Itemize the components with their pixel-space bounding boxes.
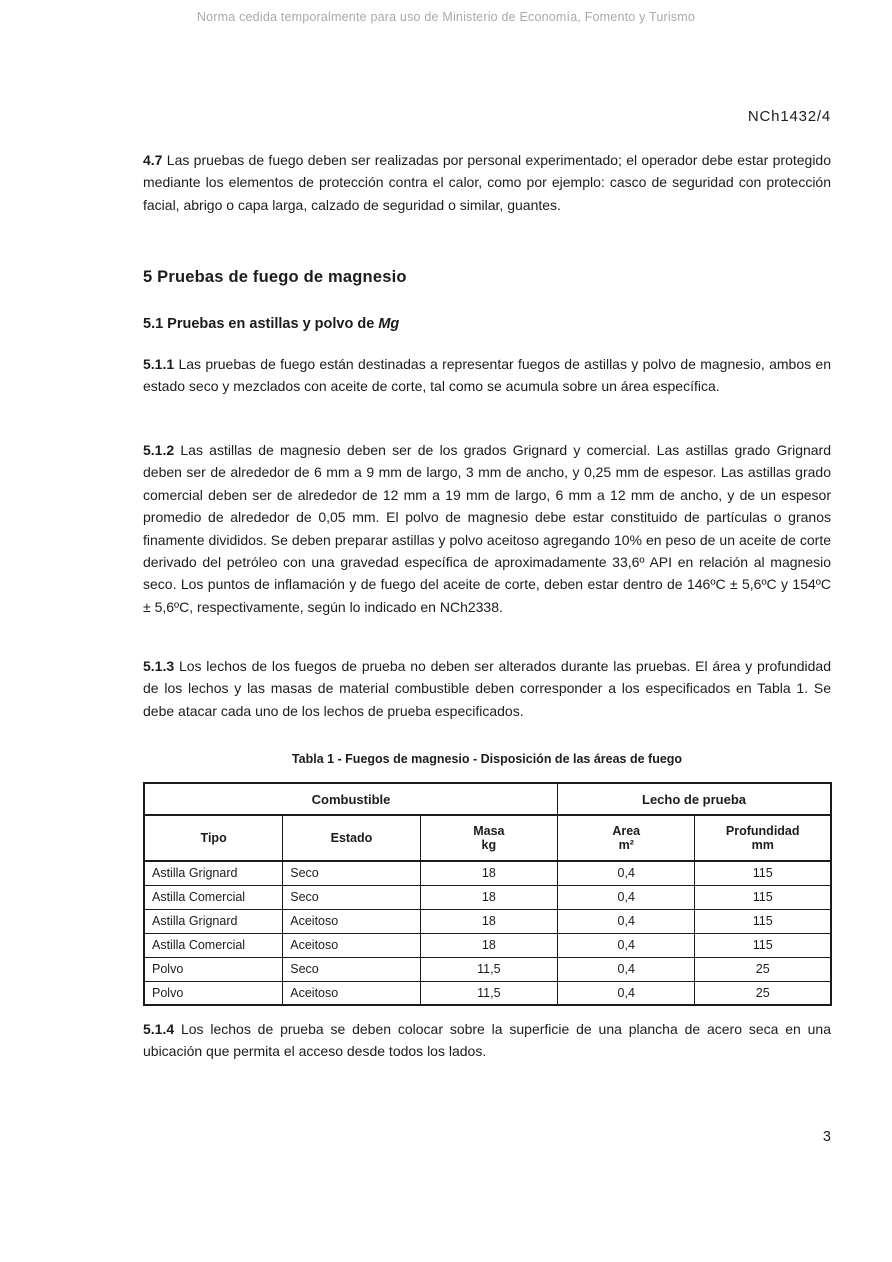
table-row xyxy=(144,909,831,933)
table-cell: 18 xyxy=(420,861,557,885)
col-header-label: Estado xyxy=(330,831,373,845)
table-cell: Aceitoso xyxy=(283,909,420,933)
col-header-unit: m² xyxy=(618,838,634,852)
table-cell: Astilla Comercial xyxy=(144,933,283,957)
table-cell: Astilla Grignard xyxy=(144,861,283,885)
table-cell: 0,4 xyxy=(558,861,695,885)
paragraph-5-1-3 xyxy=(143,655,831,722)
table-cell: Aceitoso xyxy=(283,933,420,957)
table-body xyxy=(144,861,831,1005)
section-5-1-heading xyxy=(143,316,399,332)
paragraph-text-4-7: Las pruebas de fuego deben ser realizadas por personal experimentado; el operador debe estar protegido mediante los elementos de protección contra el calor, como por ejemplo: casco de seguridad con protección facial, abrigo o capa larga, calzado de seguridad o similar, guantes. xyxy=(143,152,832,213)
table-cell: 18 xyxy=(420,933,557,957)
table-cell: 115 xyxy=(695,933,831,957)
table-cell: 25 xyxy=(695,981,831,1005)
table-row xyxy=(144,981,831,1005)
table-cell: 11,5 xyxy=(420,957,557,981)
table-cell: 25 xyxy=(695,957,831,981)
table-cell: Astilla Comercial xyxy=(144,885,283,909)
table-row xyxy=(144,933,831,957)
paragraph-5-1-2 xyxy=(143,439,831,618)
table-group-header-row xyxy=(144,783,831,815)
watermark-text: Norma cedida temporalmente para uso de Ministerio de Economía, Fomento y Turismo xyxy=(196,10,696,24)
table-cell: Aceitoso xyxy=(283,981,420,1005)
table-cell: 0,4 xyxy=(558,981,695,1005)
table-cell: 0,4 xyxy=(558,885,695,909)
paragraph-5-1-1 xyxy=(143,353,831,398)
paragraph-text-5-1-1: Las pruebas de fuego están destinadas a representar fuegos de astillas y polvo de magnesio, ambos en estado seco y mezclados con aceite de corte, tal como se acumula sobre un área específica. xyxy=(143,356,832,395)
section-5-1-heading-symbol: Mg xyxy=(378,316,400,332)
col-header-area xyxy=(558,815,695,861)
table-column-header-row xyxy=(144,815,831,861)
paragraph-text-5-1-3: Los lechos de los fuegos de prueba no deben ser alterados durante las pruebas. El área y profundidad de los lechos y las masas de material combustible deben corresponder a los especificados en Tabla 1. Se debe atacar cada uno de los lechos de prueba especificados. xyxy=(143,658,831,719)
section-number-5-1-3: 5.1.3 xyxy=(143,658,175,674)
paragraph-4-7 xyxy=(143,149,831,216)
table-cell: 0,4 xyxy=(558,909,695,933)
section-5-heading: 5 Pruebas de fuego de magnesio xyxy=(143,268,407,286)
section-number-5-1-4: 5.1.4 xyxy=(143,1021,175,1037)
col-header-tipo xyxy=(144,815,283,861)
table-cell: 0,4 xyxy=(558,933,695,957)
table-cell: 11,5 xyxy=(420,981,557,1005)
table-cell: 18 xyxy=(420,909,557,933)
table-cell: Polvo xyxy=(144,957,283,981)
table-cell: Seco xyxy=(283,861,420,885)
document-code: NCh1432/4 xyxy=(747,108,831,125)
col-header-label: Tipo xyxy=(200,831,227,845)
table-cell: 115 xyxy=(695,885,831,909)
paragraph-text-5-1-4: Los lechos de prueba se deben colocar sobre la superficie de una plancha de acero seca en una ubicación que permita el acceso desde todos los lados. xyxy=(143,1021,831,1060)
table-row xyxy=(144,885,831,909)
table-cell: Astilla Grignard xyxy=(144,909,283,933)
page-number: 3 xyxy=(822,1129,831,1145)
col-header-estado xyxy=(283,815,420,861)
table-cell: Seco xyxy=(283,957,420,981)
col-header-unit: kg xyxy=(481,838,497,852)
table-cell: Seco xyxy=(283,885,420,909)
col-header-label: Area xyxy=(612,824,641,838)
section-number-5-1-2: 5.1.2 xyxy=(143,442,175,458)
col-header-label: Masa xyxy=(473,824,505,838)
table-caption: Tabla 1 - Fuegos de magnesio - Disposición de las áreas de fuego xyxy=(291,752,683,766)
paragraph-text-5-1-2: Las astillas de magnesio deben ser de los grados Grignard y comercial. Las astillas grado Grignard deben ser de alrededor de 6 mm a 9 mm de largo, 3 mm de ancho, y 0,25 mm de espesor. Las astillas grado comercial deben ser de alrededor de 12 mm a 19 mm de largo, 6 mm a 12 mm de ancho, y de un espesor promedio de alrededor de 0,05 mm. El polvo de magnesio debe estar constituido de partículas o granos finamente divididos. Se deben preparar astillas y polvo aceitoso agregando 10% en peso de un aceite de corte derivado del petróleo con una gravedad específica de aproximadamente 33,6º API en relación al magnesio seco. Los puntos de inflamación y de fuego del aceite de corte, deben estar dentro de 146ºC ± 5,6ºC y 154ºC ± 5,6ºC, respectivamente, según lo indicado en NCh2338. xyxy=(143,442,831,615)
group-header-combustible: Combustible xyxy=(144,783,558,815)
table-cell: 115 xyxy=(695,909,831,933)
col-header-profundidad xyxy=(695,815,831,861)
col-header-label: Profundidad xyxy=(725,824,800,838)
table-cell: 0,4 xyxy=(558,957,695,981)
table-cell: 18 xyxy=(420,885,557,909)
section-number-4-7: 4.7 xyxy=(143,152,163,168)
table-cell: Polvo xyxy=(144,981,283,1005)
group-header-lecho-de-prueba: Lecho de prueba xyxy=(558,783,831,815)
table-row xyxy=(144,861,831,885)
paragraph-5-1-4 xyxy=(143,1018,831,1063)
col-header-masa xyxy=(420,815,557,861)
section-number-5-1-1: 5.1.1 xyxy=(143,356,175,372)
col-header-unit: mm xyxy=(751,838,774,852)
magnesium-fire-table xyxy=(143,782,832,1006)
section-5-1-heading-text: 5.1 Pruebas en astillas y polvo de xyxy=(143,316,375,332)
table-cell: 115 xyxy=(695,861,831,885)
table-row xyxy=(144,957,831,981)
